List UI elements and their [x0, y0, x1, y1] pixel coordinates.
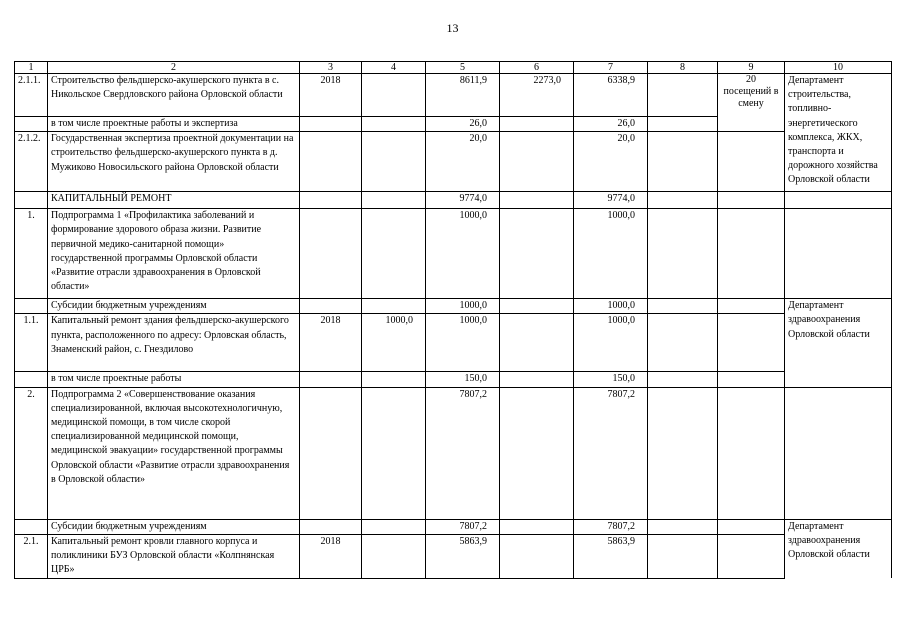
row-col7: 1000,0	[574, 209, 648, 299]
row-name: Подпрограмма 2 «Совершенствование оказания специализированной, включая высокотехнологичную, медицинской помощи, в том числе скорой специализированной медицинской помощи, медицинской эвакуации» государственной программы Орловской области «Развитие отрасли здравоохранения в Орловской области»	[48, 387, 300, 519]
row-col7: 7807,2	[574, 519, 648, 534]
column-header: 4	[362, 62, 426, 74]
table-row	[15, 74, 892, 117]
row-col8	[648, 387, 718, 519]
row-year: 2018	[300, 534, 362, 578]
row-col4	[362, 132, 426, 192]
row-col5: 150,0	[426, 372, 500, 387]
row-year	[300, 117, 362, 132]
row-number	[15, 372, 48, 387]
column-header: 1	[15, 62, 48, 74]
row-col7: 26,0	[574, 117, 648, 132]
row-col9	[718, 209, 785, 299]
row-col10	[785, 387, 892, 519]
row-col6	[500, 299, 574, 314]
row-col8	[648, 519, 718, 534]
row-col6	[500, 314, 574, 372]
row-col6	[500, 132, 574, 192]
column-header: 5	[426, 62, 500, 74]
table-row	[15, 314, 892, 372]
row-col4	[362, 209, 426, 299]
row-col5: 8611,9	[426, 74, 500, 117]
row-number: 2.1.2.	[15, 132, 48, 192]
row-col4	[362, 534, 426, 578]
row-col6	[500, 372, 574, 387]
row-col5: 20,0	[426, 132, 500, 192]
row-name: Субсидии бюджетным учреждениям	[48, 299, 300, 314]
column-header: 6	[500, 62, 574, 74]
row-number	[15, 117, 48, 132]
column-header: 3	[300, 62, 362, 74]
row-name: в том числе проектные работы	[48, 372, 300, 387]
table-row	[15, 132, 892, 192]
column-number-row	[15, 62, 892, 74]
row-col4	[362, 117, 426, 132]
row-col5: 1000,0	[426, 314, 500, 372]
row-col7: 1000,0	[574, 299, 648, 314]
row-year: 2018	[300, 314, 362, 372]
row-name: в том числе проектные работы и экспертиза	[48, 117, 300, 132]
row-col9	[718, 314, 785, 372]
table-row	[15, 387, 892, 519]
row-capacity: 20 посещений в смену	[718, 74, 785, 132]
column-header: 10	[785, 62, 892, 74]
row-col6	[500, 192, 574, 209]
row-col8	[648, 192, 718, 209]
row-col5: 1000,0	[426, 209, 500, 299]
investment-table	[14, 61, 892, 579]
row-col7: 5863,9	[574, 534, 648, 578]
row-year	[300, 192, 362, 209]
column-header: 8	[648, 62, 718, 74]
table-row	[15, 192, 892, 209]
row-col8	[648, 534, 718, 578]
table-row	[15, 299, 892, 314]
row-number	[15, 519, 48, 534]
row-col6	[500, 209, 574, 299]
row-number: 2.	[15, 387, 48, 519]
row-col8	[648, 372, 718, 387]
department-cell: Департамент здравоохранения Орловской области	[785, 519, 892, 578]
page-number: 13	[446, 21, 459, 35]
row-col6	[500, 534, 574, 578]
row-name: КАПИТАЛЬНЫЙ РЕМОНТ	[48, 192, 300, 209]
row-col10	[785, 192, 892, 209]
department-cell: Департамент строительства, топливно-энергетического комплекса, ЖКХ, транспорта и дорожного хозяйства Орловской области	[785, 74, 892, 192]
row-name: Субсидии бюджетным учреждениям	[48, 519, 300, 534]
row-year	[300, 519, 362, 534]
row-col5: 1000,0	[426, 299, 500, 314]
table-row	[15, 534, 892, 578]
column-header: 9	[718, 62, 785, 74]
row-number: 2.1.1.	[15, 74, 48, 117]
row-col5: 26,0	[426, 117, 500, 132]
row-col5: 9774,0	[426, 192, 500, 209]
row-year	[300, 299, 362, 314]
row-col6	[500, 117, 574, 132]
row-col8	[648, 132, 718, 192]
row-col4: 1000,0	[362, 314, 426, 372]
row-col7: 7807,2	[574, 387, 648, 519]
row-col9	[718, 387, 785, 519]
row-col5: 7807,2	[426, 387, 500, 519]
row-name: Капитальный ремонт здания фельдшерско-акушерского пункта, расположенного по адресу: Орловская область, Знаменский район, с. Гнездилово	[48, 314, 300, 372]
table-row	[15, 209, 892, 299]
row-col5: 5863,9	[426, 534, 500, 578]
row-col8	[648, 74, 718, 117]
row-col4	[362, 372, 426, 387]
row-col6	[500, 387, 574, 519]
column-header: 7	[574, 62, 648, 74]
row-col6: 2273,0	[500, 74, 574, 117]
row-col4	[362, 299, 426, 314]
row-number: 2.1.	[15, 534, 48, 578]
row-year	[300, 387, 362, 519]
row-col9	[718, 519, 785, 534]
row-col7: 20,0	[574, 132, 648, 192]
row-col4	[362, 387, 426, 519]
row-year	[300, 209, 362, 299]
row-col4	[362, 192, 426, 209]
column-header: 2	[48, 62, 300, 74]
row-col8	[648, 299, 718, 314]
row-col4	[362, 519, 426, 534]
row-number	[15, 192, 48, 209]
row-col9	[718, 372, 785, 387]
row-col4	[362, 74, 426, 117]
row-col8	[648, 314, 718, 372]
row-col9	[718, 299, 785, 314]
row-col8	[648, 209, 718, 299]
row-number: 1.1.	[15, 314, 48, 372]
row-col9	[718, 132, 785, 192]
row-col7: 9774,0	[574, 192, 648, 209]
row-name: Строительство фельдшерско-акушерского пункта в с. Никольское Свердловского района Орловской области	[48, 74, 300, 117]
table-row	[15, 372, 892, 387]
row-year	[300, 132, 362, 192]
row-name: Государственная экспертиза проектной документации на строительство фельдшерско-акушерского пункта в д. Мужиково Новосильского района Орловской области	[48, 132, 300, 192]
row-name: Подпрограмма 1 «Профилактика заболеваний и формирование здорового образа жизни. Развитие первичной медико-санитарной помощи» государственной программы Орловской области «Развитие отрасли здравоохранения в Орловской области»	[48, 209, 300, 299]
table-row	[15, 519, 892, 534]
row-col6	[500, 519, 574, 534]
row-col7: 150,0	[574, 372, 648, 387]
row-col8	[648, 117, 718, 132]
department-cell: Департамент здравоохранения Орловской области	[785, 299, 892, 387]
row-col9	[718, 534, 785, 578]
row-col7: 1000,0	[574, 314, 648, 372]
row-year	[300, 372, 362, 387]
row-year: 2018	[300, 74, 362, 117]
row-col5: 7807,2	[426, 519, 500, 534]
row-col9	[718, 192, 785, 209]
row-name: Капитальный ремонт кровли главного корпуса и поликлиники БУЗ Орловской области «Колпнянская ЦРБ»	[48, 534, 300, 578]
row-col10	[785, 209, 892, 299]
row-number: 1.	[15, 209, 48, 299]
row-col7: 6338,9	[574, 74, 648, 117]
row-number	[15, 299, 48, 314]
